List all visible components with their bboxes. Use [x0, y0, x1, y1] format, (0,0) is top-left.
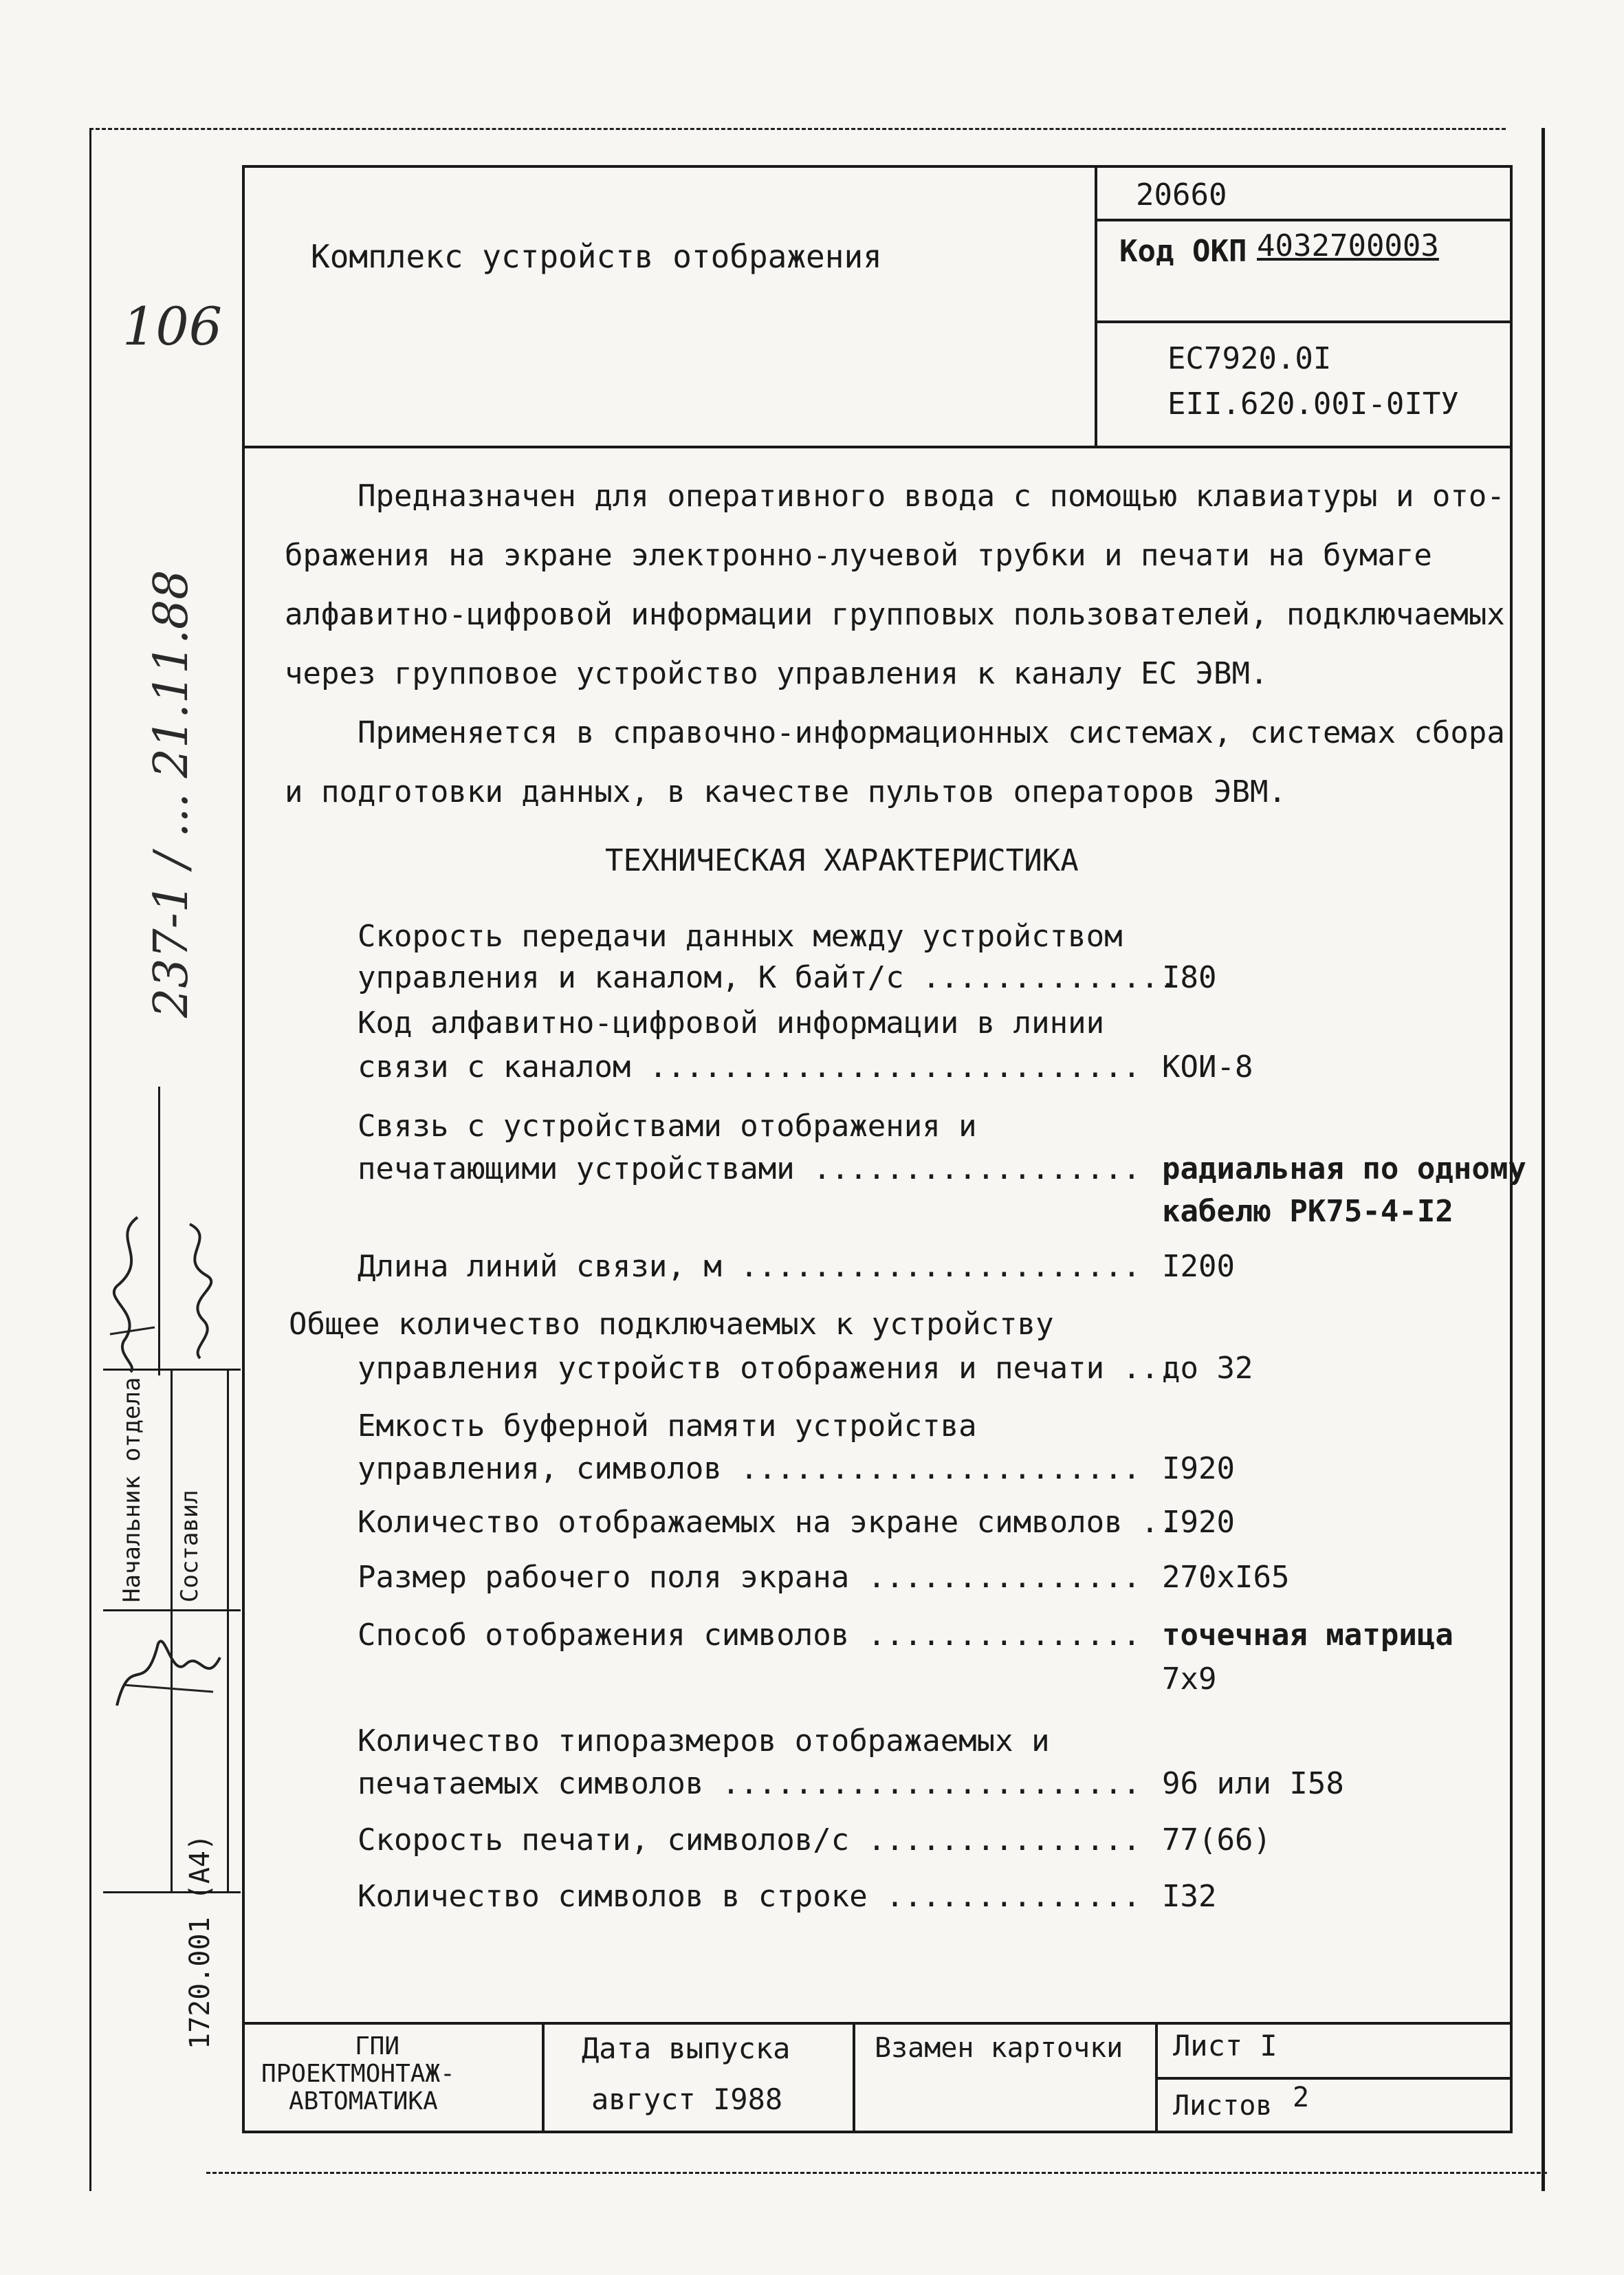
stamp-head-label: Начальник отдела	[118, 1377, 146, 1602]
footer-divider-1	[542, 2022, 545, 2132]
footer-replace-label: Взамен карточки	[875, 2032, 1123, 2064]
footer-org-line-1: ГПИ	[355, 2032, 400, 2060]
top-dashed-edge	[89, 128, 1506, 132]
paragraph-2-line-2: и подготовки данных, в качестве пультов операторов ЭВМ.	[285, 774, 1286, 809]
spec-6-line-1: Емкость буферной памяти устройства	[358, 1408, 977, 1444]
sheet-number-handwritten: 106	[122, 296, 223, 357]
bottom-dashed-edge	[206, 2172, 1547, 2176]
spec-5-value: до 32	[1162, 1351, 1253, 1386]
footer-sheets-label: Листов	[1173, 2090, 1273, 2122]
footer-sheet-label: Лист I	[1173, 2029, 1277, 2062]
spec-10-value: 96 или I58	[1162, 1766, 1344, 1801]
footer-top-line	[242, 2022, 1513, 2025]
spec-9-value-1: точечная матрица	[1162, 1618, 1453, 1653]
spec-2-value: КОИ-8	[1162, 1049, 1253, 1085]
spec-4-line: Длина линий связи, м ......................	[358, 1249, 1141, 1284]
spec-5-line-2: управления устройств отображения и печати ...	[358, 1351, 1178, 1386]
footer-org-line-3: АВТОМАТИКА	[289, 2087, 438, 2115]
designation-1: ЕС7920.0I	[1167, 341, 1332, 376]
paragraph-1-line-3: алфавитно-цифровой информации групповых пользователей, подключаемых	[285, 597, 1505, 632]
spec-2-line-1: Код алфавитно-цифровой информации в линии	[358, 1005, 1105, 1041]
section-title: ТЕХНИЧЕСКАЯ ХАРАКТЕРИСТИКА	[605, 843, 1079, 878]
spec-3-line-2: печатающими устройствами ..................	[358, 1151, 1141, 1186]
spec-2-line-2: связи с каналом ...........................	[358, 1049, 1141, 1085]
spec-6-value: I920	[1162, 1451, 1235, 1486]
document-title: Комплекс устройств отображения	[311, 238, 882, 275]
form-code: 1720.001 (A4)	[184, 1833, 216, 2049]
document-number: 20660	[1136, 177, 1227, 213]
footer-sheet-line	[1155, 2077, 1513, 2080]
frame-top	[242, 165, 1513, 168]
signature-stamp	[103, 1623, 234, 1719]
footer-date-label: Дата выпуска	[582, 2032, 791, 2065]
spec-6-line-2: управления, символов ......................	[358, 1451, 1141, 1486]
okp-value: 4032700003	[1257, 228, 1439, 263]
footer-divider-2	[853, 2022, 855, 2132]
spec-9-line: Способ отображения символов ...............	[358, 1618, 1141, 1653]
frame-left	[242, 165, 245, 2133]
frame-bottom	[242, 2131, 1513, 2133]
footer-sheets-value: 2	[1293, 2082, 1310, 2113]
spec-3-value-1: радиальная по одному	[1162, 1151, 1526, 1186]
spec-1-line-2: управления и каналом, К байт/с ..............	[358, 960, 1178, 995]
signature-head	[96, 1210, 165, 1375]
spec-11-value: 77(66)	[1162, 1822, 1271, 1858]
okp-label: Код ОКП	[1119, 234, 1247, 269]
spec-4-value: I200	[1162, 1249, 1235, 1284]
spec-9-value-2: 7х9	[1162, 1662, 1217, 1697]
paragraph-2-line-1: Применяется в справочно-информационных системах, системах сбора	[358, 715, 1505, 750]
margin-stamp-middle-line	[103, 1609, 241, 1611]
spec-12-value: I32	[1162, 1879, 1217, 1914]
frame-right	[1510, 165, 1513, 2133]
spec-3-line-1: Связь с устройствами отображения и	[358, 1109, 977, 1144]
stamp-author-label: Составил	[176, 1490, 204, 1602]
spec-11-line: Скорость печати, символов/с ...............	[358, 1822, 1141, 1858]
spec-7-line: Количество отображаемых на экране символов ..	[358, 1505, 1178, 1540]
header-number-line	[1095, 219, 1513, 221]
paragraph-1-line-4: через групповое устройство управления к каналу ЕС ЭВМ.	[285, 656, 1269, 691]
spec-1-line-1: Скорость передачи данных между устройством	[358, 919, 1123, 954]
header-divider	[1095, 165, 1097, 447]
spec-8-line: Размер рабочего поля экрана ...............	[358, 1560, 1141, 1595]
header-okp-line	[1095, 320, 1513, 323]
handwritten-registration-note: 237-1 / ... 21.11.88	[144, 569, 199, 1018]
spec-7-value: I920	[1162, 1505, 1235, 1540]
spec-1-value: I80	[1162, 960, 1217, 995]
header-bottom-line	[242, 446, 1513, 448]
spec-8-value: 270хI65	[1162, 1560, 1290, 1595]
spec-3-value-2: кабелю РК75-4-I2	[1162, 1194, 1453, 1229]
paragraph-1-line-2: бражения на экране электронно-лучевой трубки и печати на бумаге	[285, 538, 1432, 573]
spec-10-line-1: Количество типоразмеров отображаемых и	[358, 1723, 1050, 1759]
margin-stamp-bottom	[103, 1891, 241, 1893]
footer-date-value: август I988	[591, 2082, 783, 2116]
spec-10-line-2: печатаемых символов .......................	[358, 1766, 1141, 1801]
signature-author	[169, 1210, 231, 1362]
left-edge-line	[89, 128, 91, 2191]
designation-2: ЕII.620.00I-0IТУ	[1167, 387, 1459, 422]
spec-12-line: Количество символов в строке ..............	[358, 1879, 1141, 1914]
right-edge-line	[1541, 128, 1545, 2191]
paragraph-1-line-1: Предназначен для оперативного ввода с помощью клавиатуры и ото-	[358, 479, 1505, 514]
footer-org-line-2: ПРОЕКТМОНТАЖ-	[261, 2060, 455, 2088]
spec-5-line-1: Общее количество подключаемых к устройству	[289, 1307, 1054, 1342]
